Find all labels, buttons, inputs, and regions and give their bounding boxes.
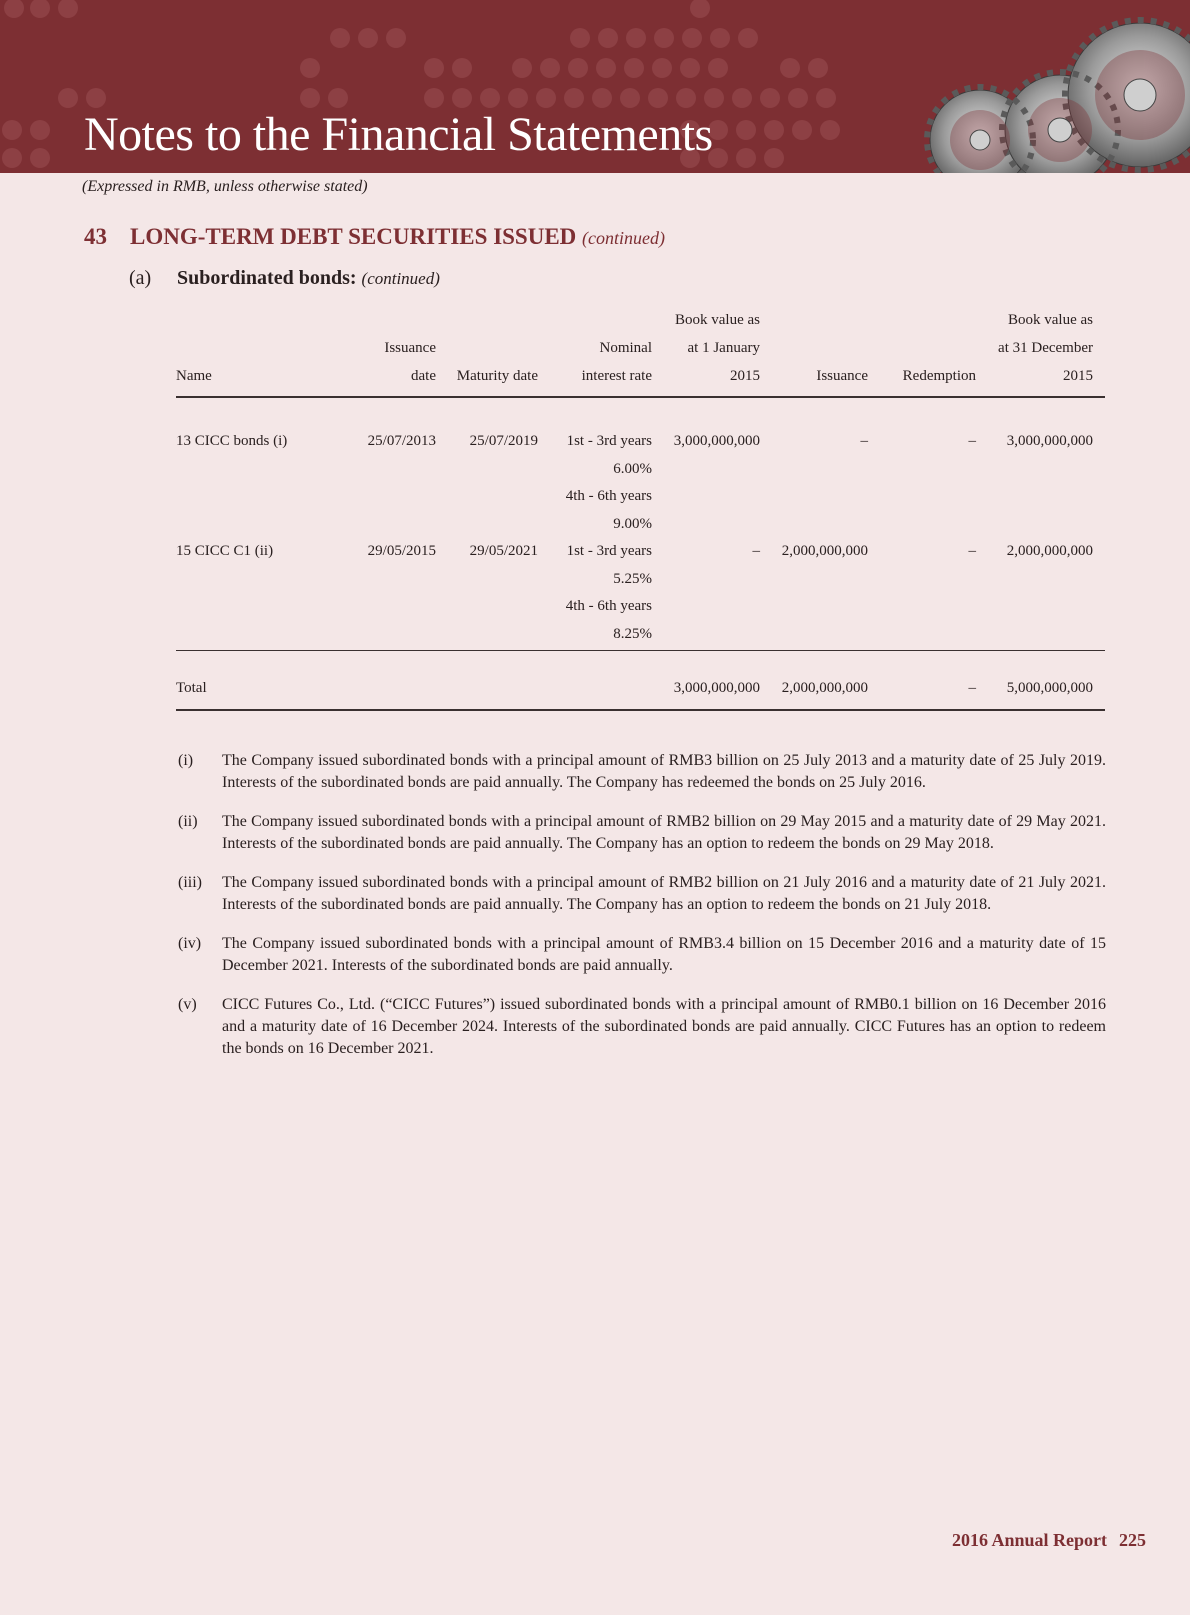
table-header-row — [176, 306, 1105, 397]
column-header: Issuance date — [356, 306, 448, 397]
table-cell — [448, 675, 550, 710]
table-total-row — [176, 675, 1105, 710]
table-cell: 3,000,000,000 — [664, 675, 772, 710]
subordinated-bonds-table — [176, 306, 1105, 711]
table-cell: 25/07/2019 — [469, 433, 538, 449]
table-cell: 25/07/2013 — [367, 433, 436, 449]
column-header: Redemption — [880, 306, 988, 397]
page-number: 225 — [1119, 1530, 1146, 1550]
section-continued: (continued) — [582, 228, 666, 248]
report-name: 2016 Annual Report — [951, 1530, 1107, 1550]
footnote — [178, 994, 1106, 1060]
table-cell: – — [968, 433, 976, 449]
footnote-label: (iv) — [178, 935, 202, 952]
page-title: Notes to the Financial Statements — [84, 108, 713, 161]
column-header: Book value as at 1 January 2015 — [664, 306, 772, 397]
footnote-label: (v) — [178, 996, 197, 1013]
column-header: Issuance — [772, 306, 880, 397]
column-header: Name — [176, 306, 356, 397]
table-cell: 2,000,000,000 — [988, 538, 1105, 651]
subsection-title: Subordinated bonds: — [177, 267, 357, 289]
footnote-text: The Company issued subordinated bonds with a principal amount of RMB3.4 billion on 15 December 2016 and a maturity date of 15 December 2021. Interests of the subordinated bonds are paid annually. — [222, 935, 1106, 974]
footnotes — [178, 750, 1106, 1077]
column-header: Maturity date — [448, 306, 550, 397]
footnote — [178, 933, 1106, 977]
footnote-text: CICC Futures Co., Ltd. (“CICC Futures”) issued subordinated bonds with a principal amount of RMB0.1 billion on 16 December 2016 and a maturity date of 16 December 2024. Interests of the subordinated bonds are paid annually. CICC Futures has an option to redeem the bonds on 16 December 2021. — [222, 996, 1106, 1057]
column-header: Book value as at 31 December 2015 — [988, 306, 1105, 397]
footnote-label: (iii) — [178, 874, 202, 891]
table-cell: 3,000,000,000 — [1006, 433, 1093, 449]
subsection-continued: (continued) — [361, 269, 440, 288]
section-number: 43 — [84, 224, 107, 249]
gears-decoration — [900, 0, 1190, 173]
table-row — [176, 428, 1105, 538]
table-cell: 29/05/2015 — [356, 538, 448, 651]
table-cell: 3,000,000,000 — [673, 433, 760, 449]
table-cell: Total — [176, 675, 356, 710]
section-heading — [84, 224, 665, 250]
table-cell: – — [880, 675, 988, 710]
table-cell: 5,000,000,000 — [988, 675, 1105, 710]
table-cell: 1st - 3rd years 5.25% 4th - 6th years 8.25% — [550, 538, 664, 651]
header-banner — [0, 0, 1190, 173]
footnote — [178, 811, 1106, 855]
table-cell: – — [860, 433, 868, 449]
table-cell: 1st - 3rd years 6.00% 4th - 6th years 9.00% — [565, 433, 652, 532]
table-cell: – — [664, 538, 772, 651]
column-header: Nominal interest rate — [550, 306, 664, 397]
footnote-text: The Company issued subordinated bonds with a principal amount of RMB3 billion on 25 July 2013 and a maturity date of 25 July 2019. Interests of the subordinated bonds are paid annually. The Company has redeemed the bonds on 25 July 2016. — [222, 752, 1106, 791]
table-cell: 2,000,000,000 — [772, 675, 880, 710]
currency-note: (Expressed in RMB, unless otherwise stated) — [82, 178, 368, 195]
subsection-index: (a) — [129, 267, 152, 289]
footnote — [178, 750, 1106, 794]
table-cell: 15 CICC C1 (ii) — [176, 538, 356, 651]
page-footer — [952, 1530, 1146, 1551]
table-cell: 2,000,000,000 — [772, 538, 880, 651]
table-row — [176, 538, 1105, 651]
subsection-heading — [129, 267, 440, 290]
section-title: LONG-TERM DEBT SECURITIES ISSUED — [130, 224, 577, 249]
footnote-text: The Company issued subordinated bonds with a principal amount of RMB2 billion on 29 May 2015 and a maturity date of 29 May 2021. Interests of the subordinated bonds are paid annually. The Company has an option to redeem the bonds on 29 May 2018. — [222, 813, 1106, 852]
table-cell — [356, 675, 448, 710]
table-cell: 29/05/2021 — [448, 538, 550, 651]
table-cell: 13 CICC bonds (i) — [176, 433, 288, 449]
footnote-label: (ii) — [178, 813, 198, 830]
footnote-label: (i) — [178, 752, 194, 769]
footnote — [178, 872, 1106, 916]
table-cell: – — [880, 538, 988, 651]
table-cell — [550, 675, 664, 710]
footnote-text: The Company issued subordinated bonds with a principal amount of RMB2 billion on 21 July 2016 and a maturity date of 21 July 2021. Interests of the subordinated bonds are paid annually. The Company has an option to redeem the bonds on 21 July 2018. — [222, 874, 1106, 913]
